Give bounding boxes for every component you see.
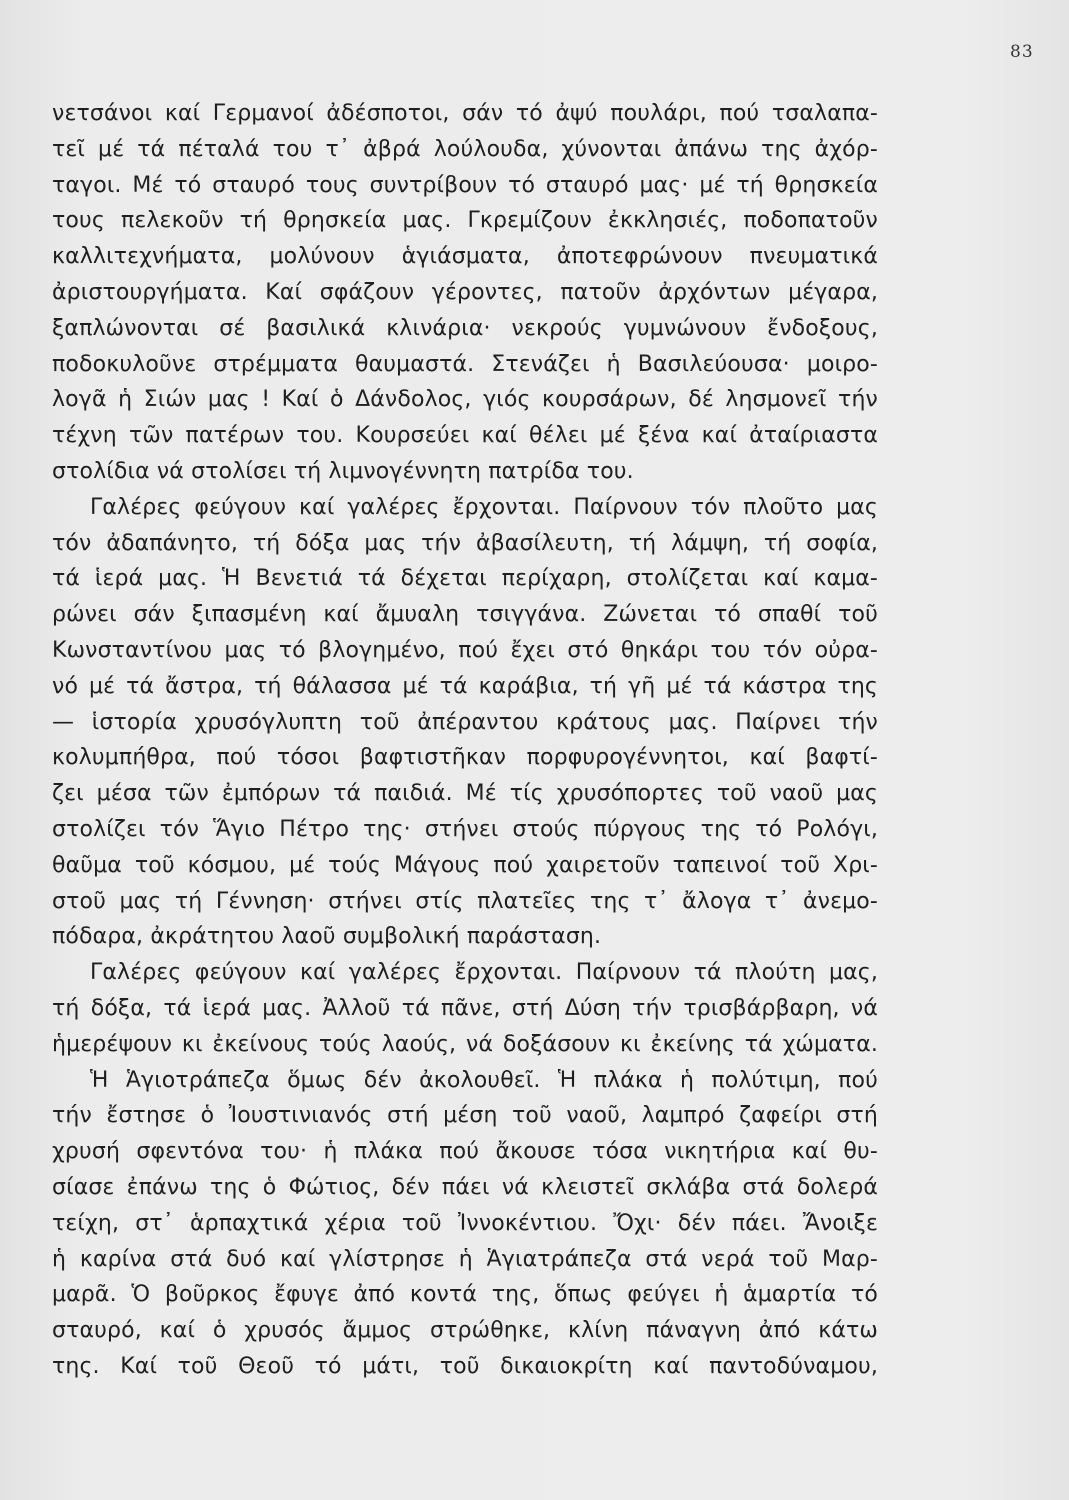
text-line: ξαπλώνονται σέ βασιλικά κλινάρια· νεκρούς γυμνώνουν ἔνδοξους, [52, 315, 878, 341]
text-line: ἡ καρίνα στά δυό καί γλίστρησε ἡ Ἁγιατράπεζα στά νερά τοῦ Μαρ- [52, 1246, 878, 1272]
text-line: σταυρό, καί ὁ χρυσός ἄμμος στρώθηκε, κλίνη πάναγνη ἀπό κάτω [52, 1318, 878, 1344]
text-line: Κωνσταντίνου μας τό βλογημένο, πού ἔχει στό θηκάρι του τόν οὐρα- [52, 637, 878, 663]
text-line: ἡμερέψουν κι ἐκείνους τούς λαούς, νά δοξάσουν κι ἐκείνης τά χώματα. [52, 1031, 878, 1057]
text-line: τείχη, στ᾽ ἁρπαχτικά χέρια τοῦ Ἰννοκέντιου. Ὄχι· δέν πάει. Ἄνοιξε [52, 1210, 878, 1236]
text-line: στολίζει τόν Ἅγιο Πέτρο της· στήνει στούς πύργους της τό Ρολόγι, [52, 816, 878, 842]
text-line: χρυσή σφεντόνα του· ἡ πλάκα πού ἄκουσε τόσα νικητήρια καί θυ- [52, 1139, 878, 1165]
text-line: κολυμπήθρα, πού τόσοι βαφτιστῆκαν πορφυρογέννητοι, καί βαφτί- [52, 745, 878, 771]
text-line: μαρᾶ. Ὁ βοῦρκος ἔφυγε ἀπό κοντά της, ὅπως φεύγει ἡ ἁμαρτία τό [52, 1282, 878, 1308]
text-line: καλλιτεχνήματα, μολύνουν ἁγιάσματα, ἀποτεφρώνουν πνευματικά [52, 244, 878, 270]
text-line: νό μέ τά ἄστρα, τή θάλασσα μέ τά καράβια, τή γῆ μέ τά κάστρα της [52, 673, 878, 699]
text-line: τέχνη τῶν πατέρων του. Κουρσεύει καί θέλει μέ ξένα καί ἀταίριαστα [52, 423, 878, 449]
text-line: στολίδια νά στολίσει τή λιμνογέννητη πατρίδα του. [52, 458, 634, 484]
text-line: λογᾶ ἡ Σιών μας ! Καί ὁ Δάνδολος, γιός κουρσάρων, δέ λησμονεῖ τήν [52, 387, 878, 413]
text-line: ταγοι. Μέ τό σταυρό τους συντρίβουν τό σταυρό μας· μέ τή θρησκεία [52, 172, 878, 198]
text-line: στοῦ μας τή Γέννηση· στήνει στίς πλατεῖες της τ᾽ ἄλογα τ᾽ ἀνεμο- [52, 888, 878, 914]
text-line: Γαλέρες φεύγουν καί γαλέρες ἔρχονται. Παίρνουν τόν πλοῦτο μας [90, 494, 878, 520]
text-line: ἀριστουργήματα. Καί σφάζουν γέροντες, πατοῦν ἀρχόντων μέγαρα, [52, 279, 878, 305]
text-line: τά ἱερά μας. Ἡ Βενετιά τά δέχεται περίχαρη, στολίζεται καί καμα- [52, 566, 878, 592]
text-line: — ἱστορία χρυσόγλυπτη τοῦ ἀπέραντου κράτους μας. Παίρνει τήν [52, 709, 878, 735]
text-line: πόδαρα, ἀκράτητου λαοῦ συμβολική παράσταση. [52, 924, 602, 950]
text-line: της. Καί τοῦ Θεοῦ τό μάτι, τοῦ δικαιοκρίτη καί παντοδύναμου, [52, 1353, 878, 1379]
text-line: θαῦμα τοῦ κόσμου, μέ τούς Μάγους πού χαιρετοῦν ταπεινοί τοῦ Χρι- [52, 852, 878, 878]
text-line: Ἡ Ἁγιοτράπεζα ὅμως δέν ἀκολουθεῖ. Ἡ πλάκα ἡ πολύτιμη, πού [90, 1067, 878, 1093]
text-line: τους πελεκοῦν τή θρησκεία μας. Γκρεμίζουν ἐκκλησιές, ποδοπατοῦν [52, 208, 878, 234]
text-line: νετσάνοι καί Γερμανοί ἀδέσποτοι, σάν τό ἀψύ πουλάρι, πού τσαλαπα- [52, 101, 878, 126]
text-line: τή δόξα, τά ἱερά μας. Ἀλλοῦ τά πᾶνε, στή Δύση τήν τρισβάρβαρη, νά [52, 995, 878, 1021]
text-line: ρώνει σάν ξιπασμένη καί ἄμυαλη τσιγγάνα. Ζώνεται τό σπαθί τοῦ [52, 602, 878, 628]
text-line: τεῖ μέ τά πέταλά του τ᾽ ἀβρά λούλουδα, χύνονται ἀπάνω της ἀχόρ- [52, 136, 878, 162]
text-line: τόν ἀδαπάνητο, τή δόξα μας τήν ἀβασίλευτη, τή λάμψη, τή σοφία, [52, 530, 878, 556]
text-line: ζει μέσα τῶν ἐμπόρων τά παιδιά. Μέ τίς χρυσόπορτες τοῦ ναοῦ μας [52, 781, 878, 807]
text-line: τήν ἔστησε ὁ Ἰουστινιανός στή μέση τοῦ ναοῦ, λαμπρό ζαφείρι στή [52, 1103, 878, 1129]
body-text [52, 96, 878, 1385]
text-line: σίασε ἐπάνω της ὁ Φώτιος, δέν πάει νά κλειστεῖ σκλάβα στά δολερά [52, 1174, 878, 1200]
page-number: 83 [1010, 42, 1034, 62]
text-line: ποδοκυλοῦνε στρέμματα θαυμαστά. Στενάζει ἡ Βασιλεύουσα· μοιρο- [52, 351, 878, 377]
text-line: Γαλέρες φεύγουν καί γαλέρες ἔρχονται. Παίρνουν τά πλούτη μας, [90, 960, 878, 986]
